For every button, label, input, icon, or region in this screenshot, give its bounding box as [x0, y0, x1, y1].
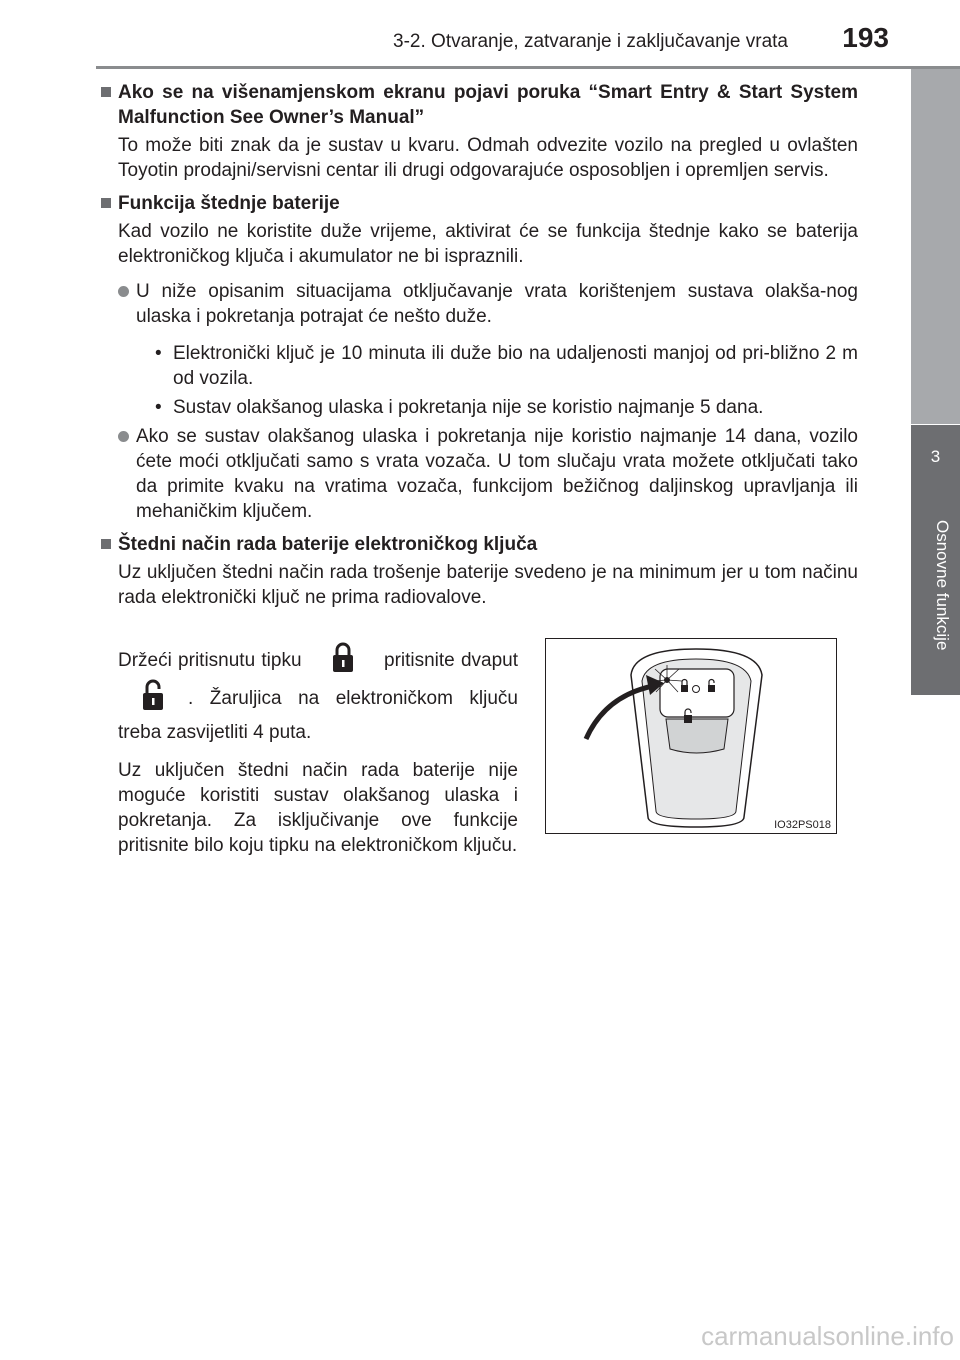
page-number: 193 [842, 22, 889, 53]
key-illustration [545, 638, 837, 834]
section-paragraph: Kad vozilo ne koristite duže vrijeme, aktivirat će se funkcija štednje kako se baterija elektroničkog ključa i akumulator ne bi ispraznili. [118, 221, 858, 267]
section-heading: Funkcija štednje baterije [100, 191, 858, 216]
dot-bullet-icon: • [155, 397, 162, 418]
sub-list-item: • Sustav olakšanog ulaska i pokretanja nije se koristio najmanje 5 dana. [155, 397, 764, 418]
square-bullet-icon [101, 87, 111, 97]
square-bullet-icon [101, 198, 111, 208]
section-paragraph: Uz uključen štedni način rada trošenje baterije svedeno je na minimum jer u tom načinu rada elektronički ključ ne prima radiovalove. [118, 562, 858, 608]
instruction-block [118, 640, 518, 858]
instruction-paragraph: Držeći pritisnutu tipku pritisnite dvaput . Žaruljica na elektroničkom ključu treba zasvijetliti 4 puta. [118, 640, 518, 750]
side-tab-label: Osnovne funkcije [933, 520, 952, 651]
square-bullet-icon [101, 539, 111, 549]
dot-bullet-icon: • [155, 343, 162, 364]
instruction-paragraph: Uz uključen štedni način rada baterije nije moguće koristiti sustav olakšanog ulaska i pokretanja. Za isključivanje ove funkcije pritisnite bilo koju tipku na elektroničkom ključu. [118, 760, 518, 856]
section-heading: Ako se na višenamjenskom ekranu pojavi poruka “Smart Entry & Start System Malfunction See Owner’s Manual” [100, 80, 858, 130]
electronic-key-illustration [546, 639, 836, 833]
list-item: U niže opisanim situacijama otključavanje vrata korištenjem sustava olakša-nog ulaska i pokretanja potrajat će nešto duže. [118, 279, 858, 329]
sub-list-item: • Elektronički ključ je 10 minuta ili duže bio na udaljenosti manjoj od pri-bližno 2 m od vozila. [155, 343, 858, 389]
side-tab-number: 3 [930, 447, 941, 466]
circle-bullet-icon [118, 286, 129, 297]
section-title: 3-2. Otvaranje, zatvaranje i zaključavanje vrata [393, 31, 788, 52]
side-tab-inactive [911, 69, 960, 424]
section-heading: Štedni način rada baterije elektroničkog ključa [100, 532, 858, 557]
unlock-icon [140, 678, 166, 712]
watermark: carmanualsonline.info [701, 1321, 954, 1351]
figure-code: IO32PS018 [774, 819, 831, 831]
header-rule [96, 66, 960, 69]
section-paragraph: To može biti znak da je sustav u kvaru. Odmah odvezite vozilo na pregled u ovlašten Toyotin prodajni/servisni centar ili drugi odgovarajuće osposobljen i opremljen servis. [118, 135, 858, 181]
lock-icon [330, 640, 356, 674]
circle-bullet-icon [118, 431, 129, 442]
main-content [100, 76, 858, 610]
list-item: Ako se sustav olakšanog ulaska i pokretanja nije koristio najmanje 14 dana, vozilo ćete moći otključati samo s vrata vozača. U tom slučaju vrata možete otključati tako da primite kvaku na vratima vozača, funkcijom bežičnog daljinskog upravljanja ili mehaničkim ključem. [118, 424, 858, 524]
